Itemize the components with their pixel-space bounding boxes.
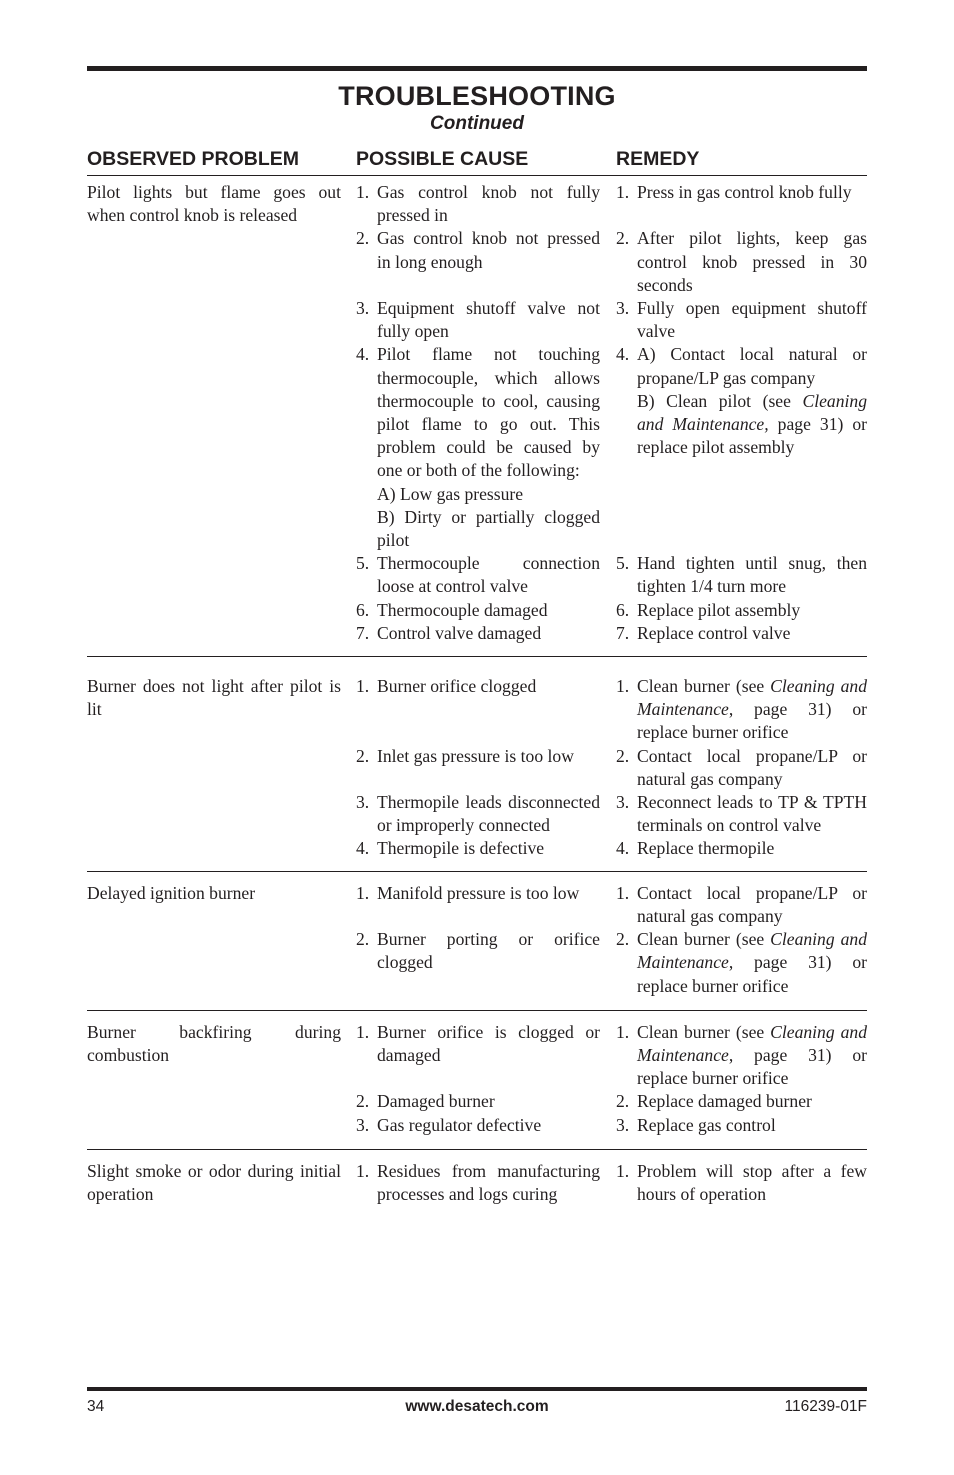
remedy-number: 2. <box>616 929 630 950</box>
possible-cause <box>356 1021 600 1091</box>
remedy-text: Press in gas control knob fully <box>637 182 852 202</box>
remedy-number: 7. <box>616 622 630 643</box>
remedy-text: Replace pilot assembly <box>637 599 801 620</box>
remedy-text: Replace damaged burner <box>637 1091 812 1112</box>
cause-text: Manifold pressure is too low <box>377 882 580 903</box>
remedy <box>616 882 867 928</box>
remedy-text <box>637 675 867 745</box>
document-number: 116239-01F <box>784 1398 867 1415</box>
manual-page <box>87 0 867 1475</box>
cause-remedy-list <box>356 1160 867 1206</box>
cause-text: Burner orifice clogged <box>377 676 537 697</box>
cause-remedy-pair <box>356 675 867 745</box>
remedy-number: 4. <box>616 344 630 365</box>
remedy-text-start: Clean burner (see <box>637 1021 771 1042</box>
cause-text: Thermopile leads disconnected or improperly connected <box>377 792 600 836</box>
remedy-number: 2. <box>616 745 630 766</box>
possible-cause <box>356 343 600 552</box>
remedy-text-end: , page 31) or replace burner orifice <box>637 952 867 996</box>
cause-remedy-pair <box>356 552 867 598</box>
remedy <box>616 1090 867 1113</box>
possible-cause <box>356 599 600 622</box>
cause-remedy-pair <box>356 837 867 860</box>
cause-remedy-pair <box>356 1114 867 1137</box>
possible-cause <box>356 791 600 837</box>
cause-number: 3. <box>356 1114 370 1135</box>
cause-number: 1. <box>356 1160 370 1181</box>
cause-number: 1. <box>356 882 370 903</box>
remedy-text <box>637 928 867 998</box>
cause-number: 3. <box>356 792 370 813</box>
cause-remedy-pair <box>356 297 867 343</box>
remedy <box>616 622 867 645</box>
remedy-a: A) Contact local natural or propane/LP gas company <box>637 344 867 388</box>
remedy-number: 1. <box>616 182 630 202</box>
table-row <box>87 1150 867 1206</box>
cause-text <box>377 343 600 552</box>
remedy-reference: Cleaning and Maintenance <box>637 1021 867 1065</box>
cause-text: Gas control knob not fully pressed in <box>377 182 600 226</box>
cause-sub-b: B) Dirty or partially clogged pilot <box>377 506 600 551</box>
remedy-text: Replace thermopile <box>637 838 775 859</box>
observed-problem: Pilot lights but flame goes out when control knob is released <box>87 182 341 226</box>
column-header-problem: OBSERVED PROBLEM <box>87 148 300 170</box>
remedy <box>616 1114 867 1137</box>
remedy-text: Hand tighten until snug, then tighten 1/4 turn more <box>637 553 867 597</box>
cause-number: 5. <box>356 553 370 574</box>
cause-remedy-pair <box>356 928 867 998</box>
cause-number: 6. <box>356 599 370 620</box>
remedy <box>616 928 867 998</box>
remedy-number: 2. <box>616 228 630 249</box>
cause-text: Gas regulator defective <box>377 1114 542 1135</box>
table-row <box>87 657 867 872</box>
cause-text: Equipment shutoff valve not fully open <box>377 298 600 342</box>
possible-cause <box>356 837 600 860</box>
remedy <box>616 837 867 860</box>
column-header-remedy: REMEDY <box>616 148 700 170</box>
remedy <box>616 181 867 227</box>
column-header-cause: POSSIBLE CAUSE <box>356 148 529 170</box>
remedy-reference: Cleaning and Maintenance <box>637 676 867 720</box>
table-row <box>87 872 867 1011</box>
remedy-number: 1. <box>616 676 630 697</box>
cause-text: Inlet gas pressure is too low <box>377 745 574 766</box>
remedy-text: Problem will stop after a few hours of operation <box>637 1160 867 1204</box>
remedy-b-reference: Cleaning and Maintenance, <box>637 390 867 435</box>
possible-cause <box>356 1160 600 1206</box>
cause-remedy-pair <box>356 343 867 552</box>
cause-remedy-pair <box>356 1021 867 1091</box>
possible-cause <box>356 552 600 598</box>
remedy-number: 3. <box>616 298 630 319</box>
remedy-b-text: B) Clean pilot (see <box>637 390 803 411</box>
cause-number: 1. <box>356 676 370 697</box>
remedy-reference: Cleaning and Maintenance <box>637 929 867 973</box>
table-row <box>87 1011 867 1150</box>
observed-problem: Delayed ignition burner <box>87 882 256 903</box>
remedy-text-start: Clean burner (see <box>637 929 771 950</box>
remedy-text: Replace control valve <box>637 622 791 643</box>
remedy-number: 4. <box>616 838 630 859</box>
cause-remedy-pair <box>356 181 867 227</box>
cause-remedy-pair <box>356 599 867 622</box>
cause-text: Control valve damaged <box>377 622 542 643</box>
cause-remedy-pair <box>356 622 867 645</box>
cause-remedy-list <box>356 675 867 861</box>
possible-cause <box>356 227 600 297</box>
top-rule <box>87 66 867 71</box>
cause-remedy-list <box>356 181 867 645</box>
remedy <box>616 552 867 598</box>
cause-sub-a: A) Low gas pressure <box>377 483 524 504</box>
remedy-text: After pilot lights, keep gas control knob pressed in 30 seconds <box>637 228 867 295</box>
cause-remedy-pair <box>356 227 867 297</box>
remedy-b-text-end: page 31) or replace pilot assembly <box>637 414 868 458</box>
possible-cause <box>356 181 600 227</box>
remedy-number: 5. <box>616 553 630 574</box>
page-subtitle: Continued <box>430 113 524 134</box>
cause-number: 2. <box>356 228 370 249</box>
possible-cause <box>356 675 600 745</box>
cause-text: Burner orifice is clogged or damaged <box>377 1021 600 1065</box>
remedy-text: Reconnect leads to TP & TPTH terminals on control valve <box>637 792 867 836</box>
remedy-text: Contact local propane/LP or natural gas company <box>637 745 867 789</box>
page-number: 34 <box>87 1398 105 1415</box>
observed-problem: Burner backfiring during combustion <box>87 1021 341 1065</box>
cause-text: Thermocouple connection loose at control valve <box>377 553 600 597</box>
remedy <box>616 297 867 343</box>
remedy <box>616 599 867 622</box>
remedy <box>616 343 867 552</box>
cause-remedy-pair <box>356 791 867 837</box>
cause-number: 1. <box>356 1021 370 1042</box>
troubleshooting-table <box>87 176 867 1206</box>
cause-number: 3. <box>356 298 370 319</box>
remedy <box>616 227 867 297</box>
cause-text: Thermocouple damaged <box>377 599 548 620</box>
website-link[interactable]: www.desatech.com <box>405 1398 549 1415</box>
cause-number: 2. <box>356 745 370 766</box>
remedy-text <box>637 343 867 552</box>
remedy-text: Contact local propane/LP or natural gas company <box>637 882 867 926</box>
cause-text: Thermopile is defective <box>377 838 545 859</box>
cause-number: 1. <box>356 182 370 202</box>
bottom-rule <box>87 1387 867 1391</box>
observed-problem: Slight smoke or odor during initial operation <box>87 1160 341 1204</box>
observed-problem: Burner does not light after pilot is lit <box>87 676 341 720</box>
possible-cause <box>356 297 600 343</box>
remedy-text <box>637 1021 867 1091</box>
remedy-number: 1. <box>616 1160 630 1181</box>
cause-remedy-pair <box>356 745 867 791</box>
remedy-number: 1. <box>616 1021 630 1042</box>
cause-text: Residues from manufacturing processes and logs curing <box>377 1160 600 1204</box>
remedy <box>616 675 867 745</box>
possible-cause <box>356 1114 600 1137</box>
remedy <box>616 1021 867 1091</box>
remedy-number: 6. <box>616 599 630 620</box>
page-title: TROUBLESHOOTING <box>338 81 616 111</box>
cause-number: 4. <box>356 344 370 365</box>
remedy-number: 2. <box>616 1091 630 1112</box>
cause-remedy-pair <box>356 1160 867 1206</box>
cause-number: 7. <box>356 622 370 643</box>
cause-number: 4. <box>356 838 370 859</box>
possible-cause <box>356 882 600 928</box>
remedy-text: Fully open equipment shutoff valve <box>637 298 867 342</box>
possible-cause <box>356 928 600 998</box>
cause-remedy-pair <box>356 1090 867 1113</box>
possible-cause <box>356 622 600 645</box>
cause-text: Gas control knob not pressed in long enough <box>377 228 600 272</box>
table-row <box>87 176 867 657</box>
remedy <box>616 791 867 837</box>
cause-main-text: Pilot flame not touching thermocouple, which allows thermocouple to cool, causing pilot flame to go out. This problem could be caused by one or both of the following: <box>377 344 600 481</box>
remedy-text-end: , page 31) or replace burner orifice <box>637 1044 867 1089</box>
remedy-text-start: Clean burner (see <box>637 676 771 697</box>
remedy-number: 1. <box>616 882 630 903</box>
remedy-text-end: , page 31) or replace burner orifice <box>637 699 867 743</box>
cause-remedy-pair <box>356 882 867 928</box>
cause-text: Burner porting or orifice clogged <box>377 929 600 973</box>
remedy-text: Replace gas control <box>637 1114 776 1135</box>
remedy <box>616 1160 867 1206</box>
cause-number: 2. <box>356 1091 370 1112</box>
cause-remedy-list <box>356 882 867 998</box>
cause-text: Damaged burner <box>377 1091 495 1112</box>
possible-cause <box>356 745 600 791</box>
remedy <box>616 745 867 791</box>
remedy-number: 3. <box>616 1114 630 1135</box>
cause-remedy-list <box>356 1021 867 1137</box>
cause-number: 2. <box>356 929 370 950</box>
possible-cause <box>356 1090 600 1113</box>
remedy-number: 3. <box>616 792 630 813</box>
